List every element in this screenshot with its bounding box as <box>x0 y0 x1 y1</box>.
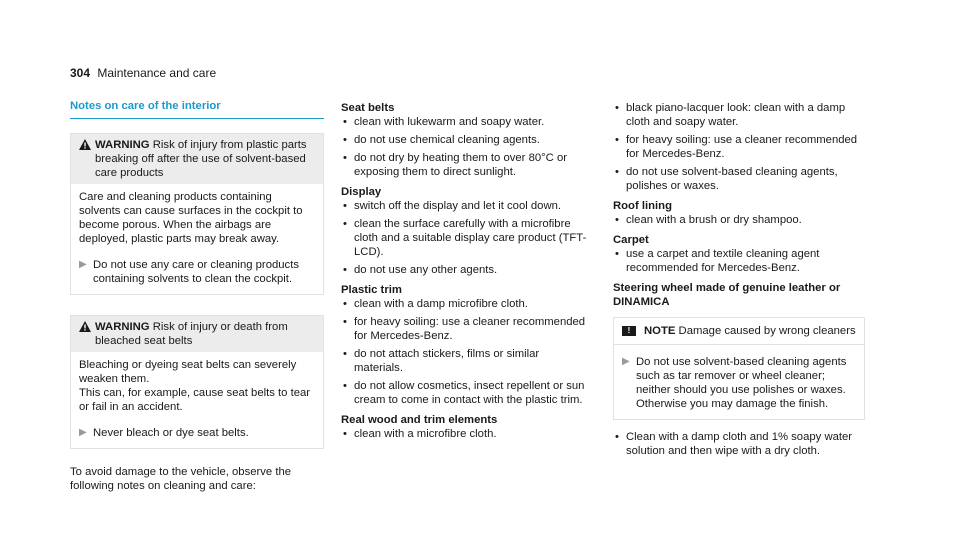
list-item: • clean with a brush or dry shampoo. <box>613 213 865 227</box>
warning-action <box>79 258 315 286</box>
list-seat-belts <box>341 115 591 179</box>
warning-body-text: Bleaching or dyeing seat belts can severely weaken them. <box>79 359 297 385</box>
warning-body-text: This can, for example, cause seat belts to tear or fail in an accident. <box>79 387 311 413</box>
warning-triangle-icon <box>79 320 95 348</box>
list-item: • switch off the display and let it cool down. <box>341 199 591 213</box>
warning-header <box>71 134 323 184</box>
warning-body <box>71 352 323 448</box>
list-plastic-trim <box>341 297 591 407</box>
play-arrow-icon: ▶ <box>79 259 87 270</box>
note-text: Damage caused by wrong cleaners <box>678 325 856 337</box>
list-item: • for heavy soiling: use a cleaner recommended for Mercedes-Benz. <box>613 133 865 161</box>
page-number: 304 <box>70 66 91 80</box>
heading-display: Display <box>341 186 382 198</box>
heading-steering-wheel: Steering wheel made of genuine leather or DINAMICA <box>613 282 841 308</box>
list-item: • black piano-lacquer look: clean with a damp cloth and soapy water. <box>613 101 865 129</box>
note-box <box>613 317 865 420</box>
list-item: • for heavy soiling: use a cleaner recommended for Mercedes-Benz. <box>341 315 591 343</box>
list-display <box>341 199 591 277</box>
list-item: • do not use any other agents. <box>341 263 591 277</box>
list-item: • Clean with a damp cloth and 1% soapy water solution and then wipe with a dry cloth. <box>613 430 865 458</box>
list-item: • do not use solvent-based cleaning agents, polishes or waxes. <box>613 165 865 193</box>
note-label: NOTE <box>644 325 676 337</box>
page-header <box>70 66 216 80</box>
list-item: • do not allow cosmetics, insect repellent or sun cream to come in contact with the plastic trim. <box>341 379 591 407</box>
warning-action-text: Do not use any care or cleaning products containing solvents to clean the cockpit. <box>93 259 299 285</box>
list-wood-trim-continued <box>613 101 865 193</box>
warning-box-plastic <box>70 133 324 295</box>
warning-header <box>71 316 323 352</box>
list-item: • do not attach stickers, films or similar materials. <box>341 347 591 375</box>
section-title: Notes on care of the interior <box>70 99 324 119</box>
heading-wood-trim: Real wood and trim elements <box>341 414 498 426</box>
note-action-text: Do not use solvent-based cleaning agents such as tar remover or wheel cleaner; neither should you use polishes or waxes. Otherwise you may damage the finish. <box>636 356 847 410</box>
warning-action <box>79 426 315 440</box>
list-item: • do not use chemical cleaning agents. <box>341 133 591 147</box>
warning-label: WARNING <box>95 139 150 151</box>
heading-seat-belts: Seat belts <box>341 102 395 114</box>
list-item: • clean with a damp microfibre cloth. <box>341 297 591 311</box>
list-item: • clean with lukewarm and soapy water. <box>341 115 591 129</box>
list-carpet <box>613 247 865 275</box>
list-item: • clean with a microfibre cloth. <box>341 427 591 441</box>
note-action <box>622 355 856 411</box>
list-roof-lining <box>613 213 865 227</box>
list-item: • do not dry by heating them to over 80°C or exposing them to direct sunlight. <box>341 151 591 179</box>
list-steering-wheel <box>613 430 865 458</box>
list-item: • clean the surface carefully with a microfibre cloth and a suitable display care product (TFT-LCD). <box>341 217 591 259</box>
heading-plastic-trim: Plastic trim <box>341 284 402 296</box>
column-1 <box>70 99 324 504</box>
note-header <box>614 318 864 345</box>
list-item: • use a carpet and textile cleaning agent recommended for Mercedes-Benz. <box>613 247 865 275</box>
column-3 <box>613 101 865 462</box>
warning-text: Risk of injury or death from bleached seat belts <box>95 321 288 347</box>
warning-text: Risk of injury from plastic parts breaking off after the use of solvent-based care products <box>95 139 307 179</box>
intro-text: To avoid damage to the vehicle, observe the following notes on cleaning and care: <box>70 466 292 492</box>
heading-carpet: Carpet <box>613 234 649 246</box>
heading-roof-lining: Roof lining <box>613 200 672 212</box>
play-arrow-icon: ▶ <box>79 427 87 438</box>
exclamation-icon: ! <box>622 326 636 336</box>
warning-action-text: Never bleach or dye seat belts. <box>93 427 249 439</box>
note-body <box>614 345 864 419</box>
warning-label: WARNING <box>95 321 150 333</box>
column-2 <box>341 101 591 445</box>
warning-body-text: Care and cleaning products containing solvents can cause surfaces in the cockpit to become porous. When the airbags are deployed, plastic parts may break away. <box>79 191 303 245</box>
warning-triangle-icon <box>79 138 95 180</box>
play-arrow-icon: ▶ <box>622 356 630 367</box>
page-header-title: Maintenance and care <box>97 66 217 80</box>
list-wood-trim <box>341 427 591 441</box>
warning-box-seatbelts <box>70 315 324 449</box>
warning-body <box>71 184 323 294</box>
